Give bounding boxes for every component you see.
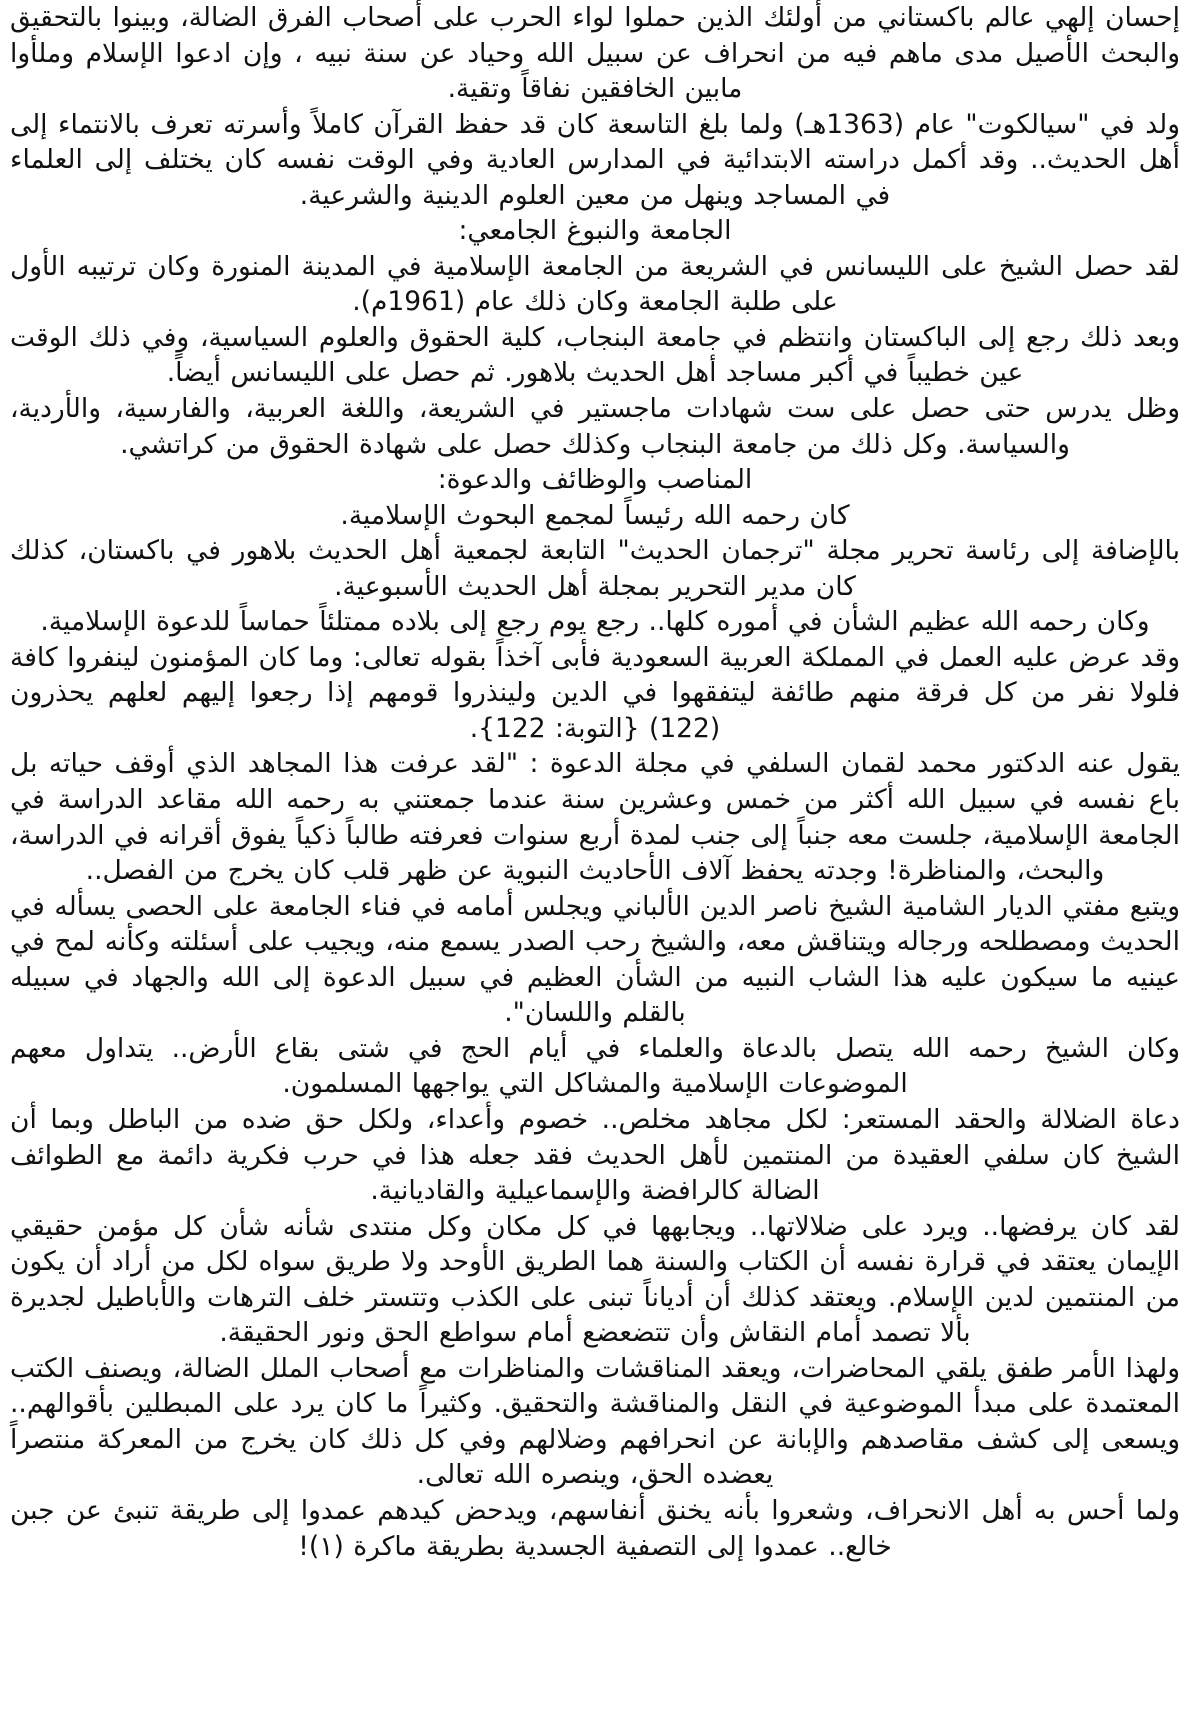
university-paragraph: لقد حصل الشيخ على الليسانس في الشريعة من الجامعة الإسلامية في المدينة المنورة وكان ترتيبه الأول على طلبة الجامعة وكان ذلك عام (1961م). — [10, 250, 1180, 318]
birth-paragraph: ولد في "سيالكوت" عام (1363هـ) ولما بلغ التاسعة كان قد حفظ القرآن كاملاً وأسرته تعرف بالانتماء إلى أهل الحديث.. وقد أكمل دراسته الابتدائية في المدارس العادية وفي الوقت نفسه كان يختلف إلى العلماء في المساجد وينهل من معين العلوم الدينية والشرعية. — [10, 108, 1180, 211]
section-heading-university: الجامعة والنبوغ الجامعي: — [458, 215, 732, 247]
section-heading-positions: المناصب والوظائف والدعوة: — [437, 464, 753, 496]
editorship-paragraph: بالإضافة إلى رئاسة تحرير مجلة "ترجمان الحديث" التابعة لجمعية أهل الحديث بلاهور في باكستان، كذلك كان مدير التحرير بمجلة أهل الحديث الأسبوعية. — [10, 535, 1180, 602]
albani-paragraph: ويتبع مفتي الديار الشامية الشيخ ناصر الدين الألباني ويجلس أمامه في فناء الجامعة على الحصى يسأله في الحديث ومصطلحه ورجاله ويتناقش معه، والشيخ رحب الصدر يسمع منه، ويجيب على أسئلته وكأنه لمح في عينيه ما سيكون عليه هذا الشاب النبيه من الشأن العظيم في سبيل الدعوة إلى الله والجهاد في سبيله بالقلم واللسان". — [10, 890, 1180, 1029]
saudi-offer-paragraph: وقد عرض عليه العمل في المملكة العربية السعودية فأبى آخذاً بقوله تعالى: وما كان المؤمنون لينفروا كافة فلولا نفر من كل فرقة منهم طائفة ليتفقهوا في الدين ولينذروا قومهم إذا رجعوا إليهم لعلهم يحذرون (122) {التوبة: 122}. — [10, 641, 1180, 744]
intro-paragraph: إحسان إلهي عالم باكستاني من أولئك الذين حملوا لواء الحرب على أصحاب الفرق الضالة، وبينوا بالتحقيق والبحث الأصيل مدى ماهم فيه من انحراف عن سبيل الله وحياد عن سنة نبيه ، وإن ادعوا الإسلام وملأوا مابين الخافقين نفاقاً وتقية. — [10, 2, 1180, 105]
return-paragraph: وبعد ذلك رجع إلى الباكستان وانتظم في جامعة البنجاب، كلية الحقوق والعلوم السياسية، وفي ذلك الوقت عين خطيباً في أكبر مساجد أهل الحديث بلاهور. ثم حصل على الليسانس أيضاً. — [10, 321, 1180, 389]
degrees-paragraph: وظل يدرس حتى حصل على ست شهادات ماجستير في الشريعة، واللغة العربية، والفارسية، والأردية، والسياسة. وكل ذلك من جامعة البنجاب وكذلك حصل على شهادة الحقوق من كراتشي. — [10, 393, 1180, 460]
refutation-paragraph: لقد كان يرفضها.. ويرد على ضلالاتها.. ويجابهها في كل مكان وكل منتدى شأنه شأن كل مؤمن حقيقي الإيمان يعتقد في قرارة نفسه أن الكتاب والسنة هما الطريق الأوحد ولا طريق سواه لكل من أراد أن يكون من المنتمين لدين الإسلام. ويعتقد كذلك أن أدياناً تبنى على الكذب وتتستر خلف الترهات والأباطيل لجديرة بألا تصمد أمام النقاش وأن تتضعضع أمام سواطع الحق ونور الحقيقة. — [10, 1210, 1180, 1349]
character-paragraph: وكان رحمه الله عظيم الشأن في أموره كلها.. رجع يوم رجع إلى بلاده ممتلئاً حماساً للدعوة الإسلامية. — [40, 606, 1150, 638]
enemies-paragraph: دعاة الضلالة والحقد المستعر: لكل مجاهد مخلص.. خصوم وأعداء، ولكل حق ضده من الباطل وبما أن الشيخ كان سلفي العقيدة من المنتمين لأهل الحديث فقد جعله هذا في حرب فكرية دائمة مع الطوائف الضالة كالرافضة والإسماعيلية والقاديانية. — [10, 1103, 1180, 1207]
testimony-paragraph: يقول عنه الدكتور محمد لقمان السلفي في مجلة الدعوة : "لقد عرفت هذا المجاهد الذي أوقف حياته بل باع نفسه في سبيل الله أكثر من خمس وعشرين سنة عندما جمعتني به رحمه الله مقاعد الدراسة في الجامعة الإسلامية، جلست معه جنباً إلى جنب لمدة أربع سنوات فعرفته طالباً ذكياً يفوق أقرانه في الدراسة، والبحث، والمناظرة! وجدته يحفظ آلاف الأحاديث النبوية عن ظهر قلب كان يخرج من الفصل.. — [10, 748, 1180, 887]
research-head-paragraph: كان رحمه الله رئيساً لمجمع البحوث الإسلامية. — [340, 499, 850, 531]
lectures-paragraph: ولهذا الأمر طفق يلقي المحاضرات، ويعقد المناقشات والمناظرات مع أصحاب الملل الضالة، ويصنف الكتب المعتمدة على مبدأ الموضوعية في النقل والمناقشة والتحقيق. وكثيراً ما كان يرد على المبطلين بأقوالهم.. ويسعى إلى كشف مقاصدهم والإبانة عن انحرافهم وضلالهم وفي كل ذلك كان يخرج من المعركة منتصراً يعضده الحق، وينصره الله تعالى. — [10, 1352, 1180, 1491]
assassination-paragraph: ولما أحس به أهل الانحراف، وشعروا بأنه يخنق أنفاسهم، ويدحض كيدهم عمدوا إلى طريقة تنبئ عن جبن خالع.. عمدوا إلى التصفية الجسدية بطريقة ماكرة (١)! — [10, 1494, 1180, 1562]
hajj-paragraph: وكان الشيخ رحمه الله يتصل بالدعاة والعلماء في أيام الحج في شتى بقاع الأرض.. يتداول معهم الموضوعات الإسلامية والمشاكل التي يواجهها المسلمون. — [10, 1032, 1180, 1100]
